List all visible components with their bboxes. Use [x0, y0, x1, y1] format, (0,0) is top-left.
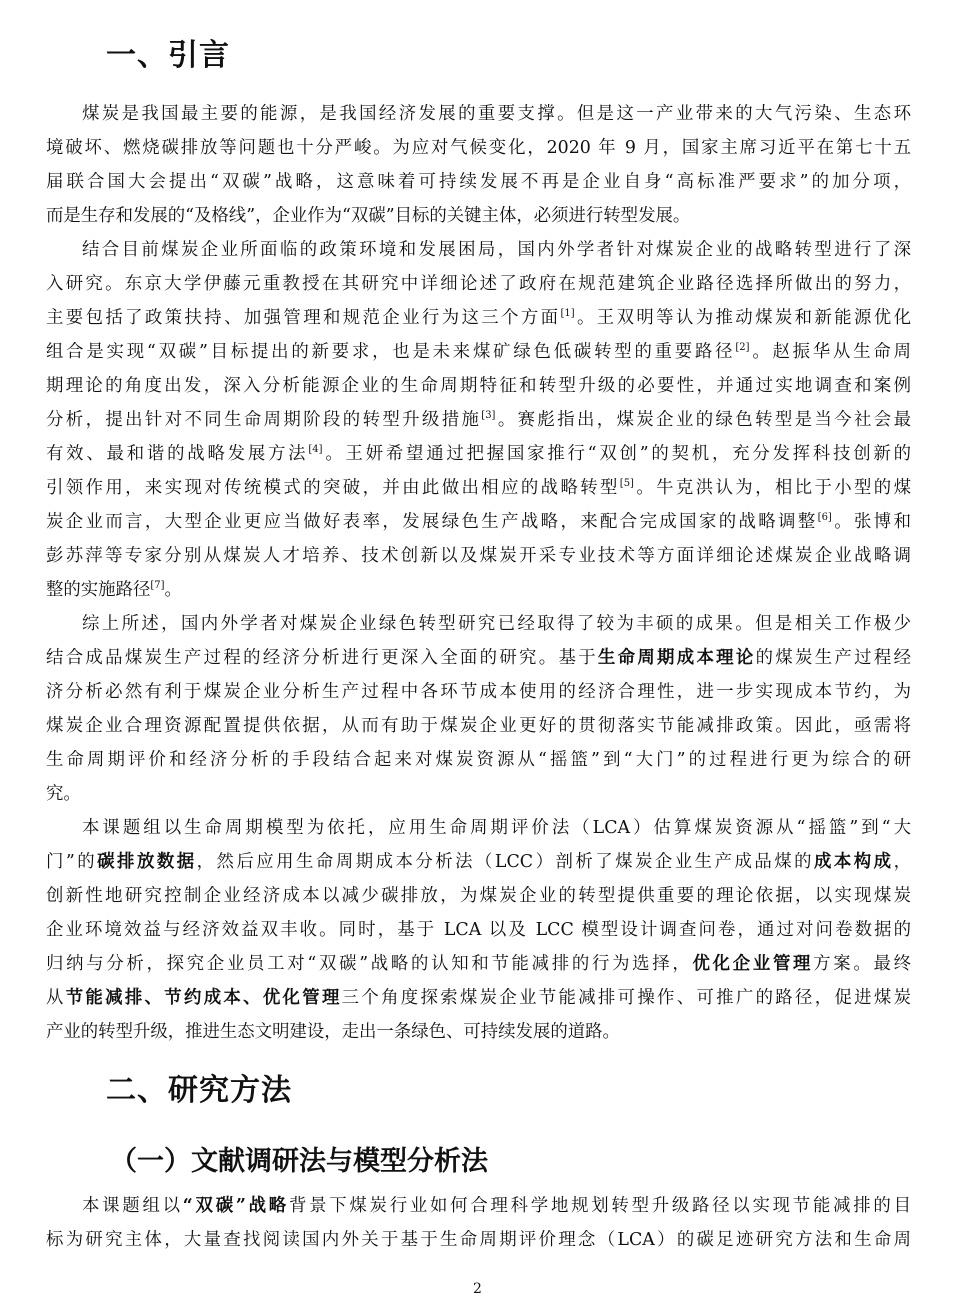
paragraph-line: [46, 438, 911, 471]
bold-term: “双碳”战略: [182, 1196, 289, 1216]
text-run: 。赵振华从生命周: [749, 342, 911, 362]
bold-term: 优化企业管理: [692, 954, 814, 974]
paragraph-line: [46, 336, 911, 369]
paragraph-line: 境破坏、燃烧碳排放等问题也十分严峻。为应对气候变化，2020 年 9 月，国家主席习近平在第七十五: [46, 138, 911, 158]
paragraph-line: [82, 1190, 911, 1223]
paragraph-line: 济分析必然有利于煤炭企业分析生产过程中各环节成本使用的经济合理性，进一步实现成本节约，为: [46, 682, 911, 702]
paragraph-line: [46, 302, 911, 335]
text-run: 。牛克洪认为，相比于小型的煤: [633, 478, 911, 498]
paragraph-line: [46, 506, 911, 539]
paragraph-line: [46, 574, 911, 607]
paragraph-line: 煤炭企业合理资源配置提供依据，从而有助于煤炭企业更好的贯彻落实节能减排政策。因此，亟需将: [46, 716, 911, 736]
paragraph-line: 标为研究主体，大量查找阅读国内外关于基于生命周期评价理念（LCA）的碳足迹研究方法和生命周: [46, 1230, 911, 1250]
text-run: 组合是实现“双碳”目标提出的新要求，也是未来煤矿绿色低碳转型的重要路径: [46, 342, 736, 362]
text-run: 。王妍希望通过把握国家推行“双创”的契机，充分发挥科技创新的: [322, 444, 911, 464]
text-run: 的煤炭生产过程经: [755, 648, 911, 668]
text-run: 方案。最终: [813, 954, 911, 974]
paragraph-line: [46, 642, 911, 675]
paragraph-line: 届联合国大会提出“双碳”战略，这意味着可持续发展不再是企业自身“高标准严要求”的加分项，: [46, 172, 911, 192]
citation-ref: [6]: [817, 512, 832, 523]
text-run: 归纳与分析，探究企业员工对“双碳”战略的认知和节能减排的行为选择，: [46, 954, 693, 974]
citation-ref: [3]: [481, 410, 496, 421]
paragraph-line: [46, 982, 911, 1015]
section-heading-methods: 二、研究方法: [106, 1073, 292, 1108]
subsection-heading: （一）文献调研法与模型分析法: [110, 1146, 488, 1177]
citation-ref: [4]: [308, 444, 323, 455]
citation-ref: [2]: [735, 342, 750, 353]
paragraph-line: 结合目前煤炭企业所面临的政策环境和发展困局，国内外学者针对煤炭企业的战略转型进行了深: [82, 240, 911, 260]
text-run: 整的实施路径: [46, 580, 151, 600]
bold-term: 节能减排、节约成本、优化管理: [65, 988, 342, 1008]
paragraph-line: 生命周期评价和经济分析的手段结合起来对煤炭资源从“摇篮”到“大门”的过程进行更为综合的研: [46, 750, 911, 770]
citation-ref: [7]: [150, 580, 165, 591]
text-run: 炭企业而言，大型企业更应当做好表率，发展绿色生产战略，来配合完成国家的战略调整: [46, 512, 818, 532]
page-number: 2: [473, 1281, 482, 1297]
paragraph-line: 煤炭是我国最主要的能源，是我国经济发展的重要支撑。但是这一产业带来的大气污染、生态环: [82, 104, 911, 124]
text-run: ，: [893, 852, 911, 872]
paragraph-line: 入研究。东京大学伊藤元重教授在其研究中详细论述了政府在规范建筑企业路径选择所做出的努力，: [46, 274, 911, 294]
citation-ref: [1]: [560, 308, 575, 319]
text-run: 从: [46, 988, 66, 1008]
paragraph-line: 产业的转型升级，推进生态文明建设，走出一条绿色、可持续发展的道路。: [46, 1022, 620, 1042]
text-run: 结合成品煤炭生产过程的经济分析进行更深入全面的研究。基于: [46, 648, 598, 668]
paragraph-line: 综上所述，国内外学者对煤炭企业绿色转型研究已经取得了较为丰硕的成果。但是相关工作极少: [82, 614, 911, 634]
paragraph-line: [46, 948, 911, 981]
citation-ref: [5]: [619, 478, 634, 489]
text-run: 。: [164, 580, 182, 600]
text-run: 分析，提出针对不同生命周期阶段的转型升级措施: [46, 410, 482, 430]
paragraph-line: 期理论的角度出发，深入分析能源企业的生命周期特征和转型升级的必要性，并通过实地调查和案例: [46, 376, 911, 396]
text-run: 背景下煤炭行业如何合理科学地规划转型升级路径以实现节能减排的目: [288, 1196, 911, 1216]
paragraph-line: [46, 472, 911, 505]
paragraph-line: 彭苏萍等专家分别从煤炭人才培养、技术创新以及煤炭开采专业技术等方面详细论述煤炭企业战略调: [46, 546, 911, 566]
paragraph-line: [46, 846, 911, 879]
text-run: 有效、最和谐的战略发展方法: [46, 444, 309, 464]
text-run: 。张博和: [831, 512, 911, 532]
paragraph-line: 企业环境效益与经济效益双丰收。同时，基于 LCA 以及 LCC 模型设计调查问卷，通过对问卷数据的: [46, 920, 911, 940]
paragraph-line: 创新性地研究控制企业经济成本以减少碳排放，为煤炭企业的转型提供重要的理论依据，以实现煤炭: [46, 886, 911, 906]
paragraph-line: 究。: [46, 784, 81, 804]
text-run: 。赛彪指出，煤炭企业的绿色转型是当今社会最: [495, 410, 911, 430]
text-run: 门”的: [46, 852, 98, 872]
paragraph-line: [46, 404, 911, 437]
bold-term: 生命周期成本理论: [597, 648, 756, 668]
text-run: 主要包括了政策扶持、加强管理和规范企业行为这三个方面: [46, 308, 561, 328]
paragraph-line: 本课题组以生命周期模型为依托，应用生命周期评价法（LCA）估算煤炭资源从“摇篮”到“大: [82, 818, 911, 838]
bold-term: 碳排放数据: [97, 852, 197, 872]
paragraph-line: 而是生存和发展的“及格线”，企业作为“双碳”目标的关键主体，必须进行转型发展。: [46, 206, 691, 226]
text-run: ，然后应用生命周期成本分析法（LCC）剖析了煤炭企业生产成品煤的: [196, 852, 815, 872]
text-run: 三个角度探索煤炭企业节能减排可操作、可推广的路径，促进煤炭: [341, 988, 911, 1008]
section-heading-introduction: 一、引言: [106, 38, 230, 73]
text-run: 。王双明等认为推动煤炭和新能源优化: [574, 308, 911, 328]
text-run: 本课题组以: [82, 1196, 183, 1216]
text-run: 引领作用，来实现对传统模式的突破，并由此做出相应的战略转型: [46, 478, 620, 498]
bold-term: 成本构成: [814, 852, 894, 872]
